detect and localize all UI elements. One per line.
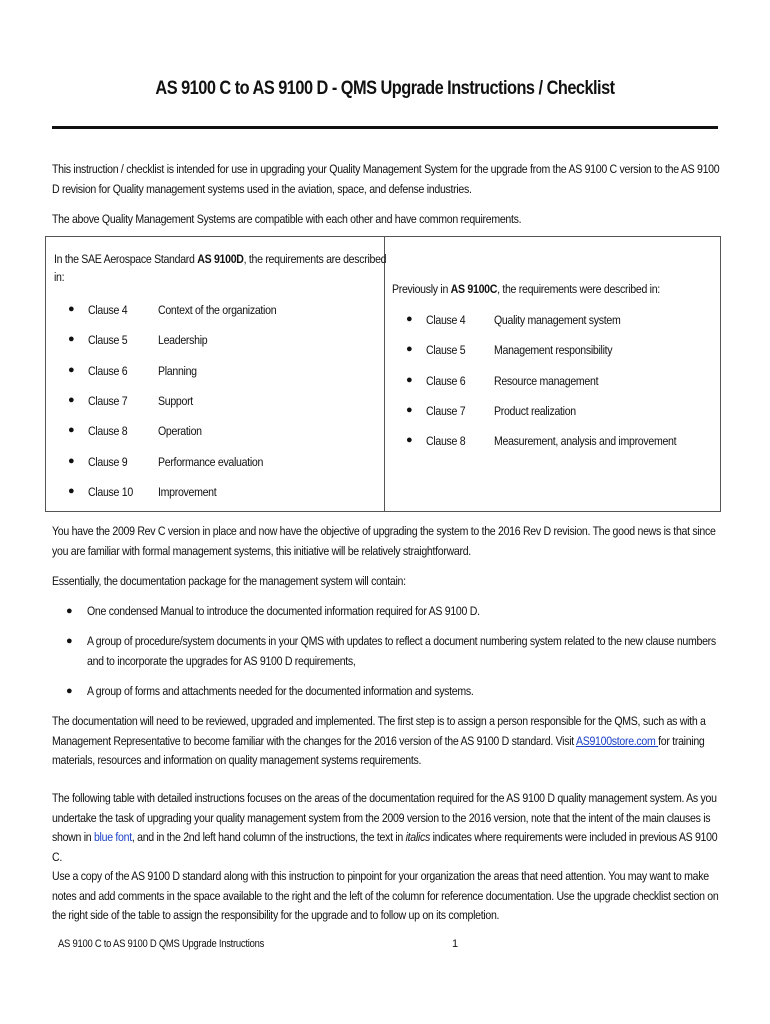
paragraph-usage-line-2: notes and add comments in the space available to the right and the left of the column for reference documentation. Use the upgrade checklist section on	[52, 888, 719, 903]
paragraph-rev-c	[52, 522, 722, 561]
intro-line-2: D revision for Quality management systems used in the aviation, space, and defense industries.	[52, 181, 472, 196]
left-clause-description: Support	[158, 393, 193, 408]
left-clause-description: Performance evaluation	[158, 454, 264, 469]
right-clause-description: Measurement, analysis and improvement	[494, 434, 677, 449]
right-cell-intro	[392, 280, 704, 298]
paragraph-table-line-1: The following table with detailed instructions focuses on the areas of the documentation required for the AS 9100 D quality management system. As you	[52, 791, 717, 805]
intro-compatibility	[52, 210, 722, 230]
as9100store-link[interactable]: AS9100store.com	[575, 733, 659, 748]
left-clause-item	[68, 303, 388, 321]
bullet-dot: ●	[68, 333, 75, 346]
bullet-dot: ●	[68, 484, 75, 497]
footer-title	[58, 938, 298, 950]
bullet-dot: ●	[68, 303, 75, 315]
paragraph-rev-c-line-1: You have the 2009 Rev C version in place and now have the objective of upgrading the system to the 2016 Rev D revision. The good news is that since	[52, 524, 716, 538]
left-clause-description: Leadership	[158, 333, 208, 348]
blue-font-text: blue font	[93, 830, 132, 844]
bullet-dot: ●	[66, 605, 73, 617]
left-clause-item	[68, 333, 388, 351]
paragraph-review-line-1: The documentation will need to be reviewed, upgraded and implemented. The first step is to assign a person responsible for the QMS, such as with a	[52, 714, 706, 728]
package-bullet-2-text-line-1: A group of procedure/system documents in your QMS with updates to reflect a document numbering system related to the new clause numbers	[87, 634, 716, 648]
bullet-dot: ●	[68, 363, 75, 376]
bullet-dot: ●	[68, 424, 75, 437]
right-clause-clause-number: Clause 4	[426, 313, 466, 327]
intro-line-3: The above Quality Management Systems are compatible with each other and have common requirements.	[52, 212, 522, 226]
left-clause-description: Improvement	[158, 484, 217, 499]
left-clause-description: Planning	[158, 363, 197, 378]
right-clause-item	[406, 404, 726, 422]
title-divider	[52, 126, 718, 129]
bullet-dot: ●	[68, 393, 75, 406]
paragraph-usage-line-1: Use a copy of the AS 9100 D standard along with this instruction to pinpoint for your organization the areas that need attention. You may want to make	[52, 869, 709, 883]
paragraph-rev-c-line-2: you are familiar with formal management systems, this initiative will be relatively straightforward.	[52, 543, 471, 558]
paragraph-review-line-3: materials, resources and information on quality management systems requirements.	[52, 753, 422, 767]
bullet-dot: ●	[406, 343, 413, 356]
left-clause-clause-number: Clause 8	[88, 424, 128, 439]
package-bullet-2-text-line-2: and to incorporate the upgrades for AS 9100 D requirements,	[87, 653, 356, 668]
right-clause-clause-number: Clause 8	[426, 434, 466, 449]
paragraph-table-line-3: shown in	[52, 830, 94, 844]
footer-page-number: 1	[452, 938, 458, 950]
bullet-dot: ●	[66, 635, 73, 647]
paragraph-review	[52, 712, 722, 771]
paragraph-usage-line-3: the right side of the table to assign the responsibility for the upgrade and to follow up on its completion.	[52, 908, 500, 922]
left-clause-description: Context of the organization	[158, 303, 277, 317]
right-clause-item	[406, 374, 726, 392]
paragraph-table-line-3-end: indicates where requirements were included in previous AS 9100	[429, 830, 718, 844]
left-clause-item	[68, 485, 388, 503]
bullet-dot: ●	[66, 685, 73, 697]
right-intro-text: Previously in	[392, 282, 451, 296]
bullet-dot: ●	[68, 454, 75, 467]
bullet-dot: ●	[406, 434, 413, 447]
left-clause-description: Operation	[158, 424, 202, 439]
right-clause-description: Resource management	[494, 373, 599, 388]
paragraph-table-line-2: undertake the task of upgrading your quality management system from the 2009 version to the 2016 version, note that the intent of the main clauses is	[52, 810, 711, 825]
right-clause-description: Quality management system	[494, 313, 621, 327]
bullet-dot: ●	[406, 313, 413, 325]
left-intro-text: In the SAE Aerospace Standard	[54, 252, 198, 266]
left-clause-clause-number: Clause 4	[88, 303, 128, 317]
package-bullet-1-text: One condensed Manual to introduce the documented information required for AS 9100 D.	[87, 604, 480, 618]
bullet-dot: ●	[406, 403, 413, 416]
left-intro-standard: AS 9100D	[197, 252, 244, 266]
right-clause-description: Product realization	[494, 403, 576, 418]
paragraph-package	[52, 572, 722, 592]
paragraph-table-line-3-mid: , and in the 2nd left hand column of the instructions, the text in	[131, 830, 406, 844]
paragraph-review-line-2-end: for training	[658, 733, 705, 748]
clause-comparison-table	[45, 236, 721, 512]
left-clause-item	[68, 424, 388, 442]
left-clause-item	[68, 394, 388, 412]
paragraph-table-instructions	[52, 789, 722, 926]
left-clause-clause-number: Clause 6	[88, 363, 128, 378]
left-clause-item	[68, 364, 388, 382]
right-clause-description: Management responsibility	[494, 343, 613, 358]
left-intro-in: in:	[54, 270, 65, 284]
paragraph-table-line-4: C.	[52, 849, 62, 864]
right-clause-clause-number: Clause 7	[426, 403, 466, 418]
intro-line-1: This instruction / checklist is intended for use in upgrading your Quality Management System for the upgrade from the AS 9100 C version to the AS 9100	[52, 162, 720, 176]
left-clause-item	[68, 455, 388, 473]
left-clause-clause-number: Clause 9	[88, 454, 128, 469]
italics-text: italics	[405, 830, 430, 844]
paragraph-package-line: Essentially, the documentation package for the management system will contain:	[52, 574, 406, 588]
left-intro-text-end: , the requirements are described	[243, 252, 387, 266]
paragraph-review-line-2: Management Representative to become familiar with the changes for the 2016 version of the AS 9100 D standard. Visit	[52, 733, 576, 748]
right-clause-item	[406, 343, 726, 361]
left-clause-clause-number: Clause 10	[88, 484, 133, 499]
left-clause-clause-number: Clause 5	[88, 333, 128, 348]
package-bullet-3-text: A group of forms and attachments needed for the documented information and systems.	[87, 684, 474, 698]
right-clause-clause-number: Clause 5	[426, 343, 466, 358]
footer-title-text: AS 9100 C to AS 9100 D QMS Upgrade Instructions	[58, 938, 265, 950]
left-clause-clause-number: Clause 7	[88, 393, 128, 408]
right-clause-clause-number: Clause 6	[426, 373, 466, 388]
left-cell-intro	[54, 250, 440, 286]
intro-paragraph	[52, 160, 722, 199]
document-title: AS 9100 C to AS 9100 D - QMS Upgrade Instructions / Checklist	[155, 78, 615, 99]
right-clause-item	[406, 434, 726, 452]
right-intro-text-end: , the requirements were described in:	[497, 282, 660, 296]
bullet-dot: ●	[406, 373, 413, 386]
right-clause-item	[406, 313, 726, 331]
right-intro-standard: AS 9100C	[450, 282, 498, 296]
